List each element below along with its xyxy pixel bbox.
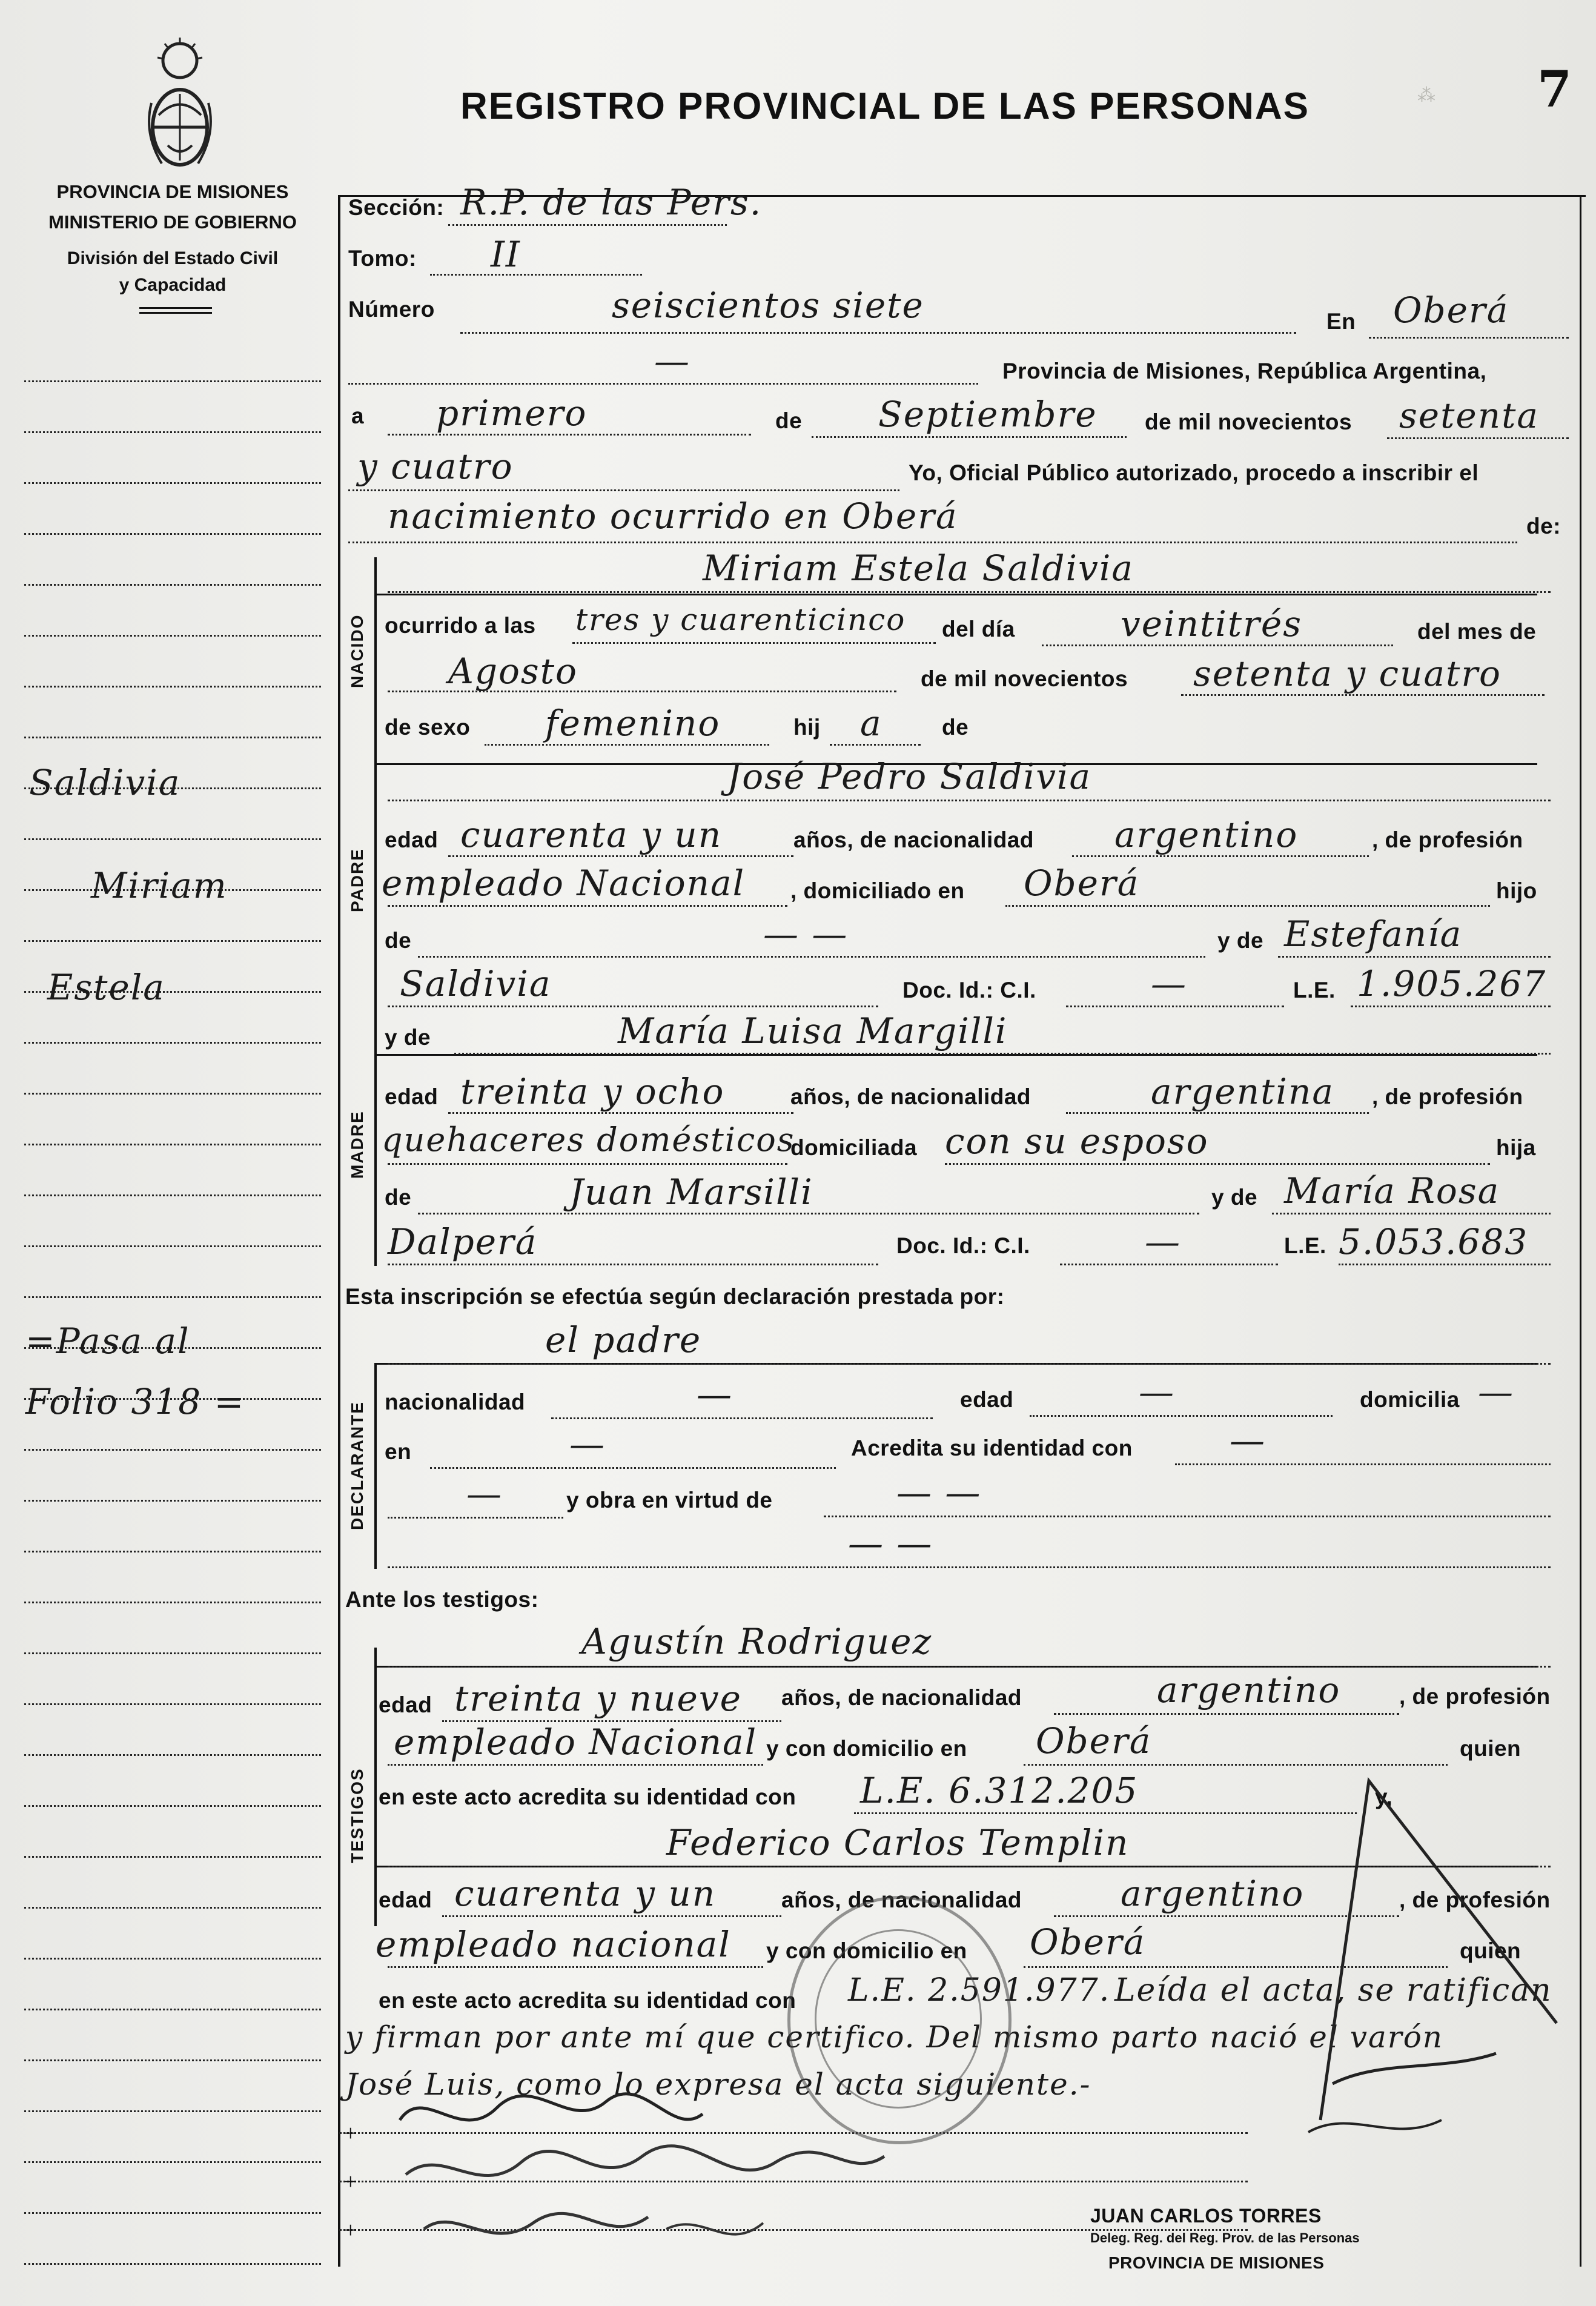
- madre-section-rule: [374, 1024, 377, 1266]
- margin-line: [24, 635, 321, 637]
- field-line: [1272, 1213, 1551, 1214]
- padre-doc-value: —: [1151, 963, 1187, 1004]
- mil-label: de mil novecientos: [1145, 409, 1353, 434]
- margin-line: [24, 2059, 321, 2061]
- hora-value: tres y cuarenticinco: [575, 602, 906, 637]
- margin-line: [24, 1093, 321, 1095]
- acredita-value: —: [1230, 1420, 1266, 1461]
- margin-line: [24, 1602, 321, 1603]
- field-line: [388, 591, 1551, 593]
- t2-edad-label: edad: [379, 1887, 432, 1912]
- closing-line-1: Leída el acta, se ratifican: [1114, 1972, 1552, 2009]
- del-mes-label: del mes de: [1417, 619, 1537, 644]
- field-line: [1030, 1415, 1333, 1417]
- margin-line: [24, 1805, 321, 1807]
- official-seal-inner: [815, 1929, 982, 2109]
- margin-line: [24, 1042, 321, 1044]
- margin-note-line1: =Pasa al: [25, 1320, 190, 1362]
- t1-acredita-label: en este acto acredita su identidad con: [379, 1784, 796, 1809]
- field-line: [418, 956, 1205, 958]
- hij-value: a: [860, 703, 882, 744]
- t1-prof-label: , de profesión: [1399, 1684, 1551, 1709]
- mes-value: Agosto: [448, 651, 578, 692]
- field-line: [1005, 905, 1490, 907]
- division-heading-2: y Capacidad: [119, 275, 227, 295]
- padre-section-rule: [374, 763, 377, 1018]
- madre-y-de-label: y de: [385, 1025, 431, 1050]
- anio-value: setenta y cuatro: [1193, 653, 1502, 694]
- madre-madre-value: María Rosa: [1284, 1170, 1500, 1211]
- field-line: [430, 1467, 836, 1469]
- ocurrido-label: ocurrido a las: [385, 613, 536, 638]
- margin-line: [24, 737, 321, 738]
- bleed-through-text: ⁂: [1417, 85, 1435, 105]
- field-line: [388, 1517, 563, 1519]
- margin-line: [24, 1907, 321, 1909]
- margin-line: [24, 686, 321, 687]
- madre-padre-value: Juan Marsilli: [569, 1171, 813, 1213]
- field-line: [388, 905, 787, 907]
- de-label: de: [775, 408, 803, 433]
- field-line: [1066, 1112, 1369, 1114]
- t2-dom-value: Oberá: [1030, 1921, 1146, 1963]
- field-line: [485, 744, 769, 746]
- field-line: [348, 542, 1517, 543]
- madre-prof-label: , de profesión: [1372, 1084, 1523, 1109]
- margin-line: [24, 1296, 321, 1298]
- margin-middle-name: Estela: [47, 967, 165, 1008]
- dia-value: veintitrés: [1121, 603, 1302, 644]
- t1-y-label: y,: [1375, 1784, 1393, 1809]
- margin-line: [24, 2110, 321, 2112]
- field-line: [572, 642, 936, 644]
- margin-line: [24, 1551, 321, 1552]
- mil-label-2: de mil novecientos: [921, 666, 1128, 691]
- month-value: Septiembre: [878, 394, 1098, 435]
- nacimiento-value: nacimiento ocurrido en Oberá: [388, 495, 958, 537]
- obra-label: y obra en virtud de: [566, 1488, 773, 1512]
- padre-doc-label: Doc. Id.: C.I.: [902, 978, 1036, 1002]
- t2-quien-label: quien: [1460, 1938, 1521, 1963]
- field-line: [1054, 1713, 1399, 1715]
- field-line: [1175, 1463, 1551, 1465]
- t2-prof-value: empleado nacional: [376, 1924, 731, 1965]
- margin-line: [24, 533, 321, 535]
- seccion-value: R.P. de las Pers.: [460, 182, 763, 223]
- yo-text: Yo, Oficial Público autorizado, procedo a inscribir el: [909, 460, 1479, 485]
- document-title: REGISTRO PROVINCIAL DE LAS PERSONAS: [460, 85, 1310, 127]
- margin-line: [24, 584, 321, 586]
- cross-mark-icon: +: [344, 2218, 357, 2243]
- t2-nac-label: años, de nacionalidad: [781, 1887, 1022, 1912]
- closing-line-3: José Luis, como lo expresa el acta siguiente.-: [345, 2067, 1091, 2102]
- field-line: [1042, 644, 1393, 646]
- testigos-intro: Ante los testigos:: [345, 1587, 539, 1612]
- madre-doc-value: —: [1145, 1221, 1181, 1262]
- province-heading: PROVINCIA DE MISIONES: [56, 181, 289, 202]
- t2-dom-label: y con domicilio en: [766, 1938, 967, 1963]
- field-line: [388, 1264, 878, 1265]
- numero-label: Número: [348, 297, 435, 322]
- a-label: a: [351, 403, 365, 428]
- t1-edad-value: treinta y nueve: [454, 1678, 742, 1719]
- field-line: [430, 274, 642, 276]
- field-line: [388, 1566, 1551, 1568]
- madre-label: MADRE: [348, 1110, 366, 1179]
- padre-name: José Pedro Saldivia: [727, 756, 1092, 797]
- field-line: [448, 224, 727, 226]
- field-line: [1066, 1006, 1284, 1007]
- madre-de-label: de: [385, 1185, 412, 1210]
- field-line: [551, 1417, 933, 1419]
- field-line: [388, 1966, 763, 1968]
- del-dia-label: del día: [942, 617, 1015, 641]
- margin-line: [24, 1144, 321, 1145]
- madre-le-label: L.E.: [1284, 1233, 1326, 1258]
- field-line: [388, 1764, 763, 1766]
- tomo-value: II: [491, 234, 521, 275]
- de-label-2: de: [942, 715, 969, 740]
- declarante-intro: Esta inscripción se efectúa según declaración prestada por:: [345, 1284, 1005, 1309]
- form-left-border: [338, 195, 340, 2267]
- en-label: En: [1326, 309, 1356, 334]
- field-line: [448, 1112, 793, 1114]
- margin-line: [24, 2161, 321, 2163]
- madre-doc-label: Doc. Id.: C.I.: [896, 1233, 1030, 1258]
- officer-province: PROVINCIA DE MISIONES: [1108, 2253, 1325, 2272]
- field-line: [854, 1812, 1357, 1814]
- divider: [139, 307, 212, 309]
- t2-id-value: L.E. 2.591.977.: [848, 1972, 1111, 2009]
- madre-nac-value: argentina: [1151, 1071, 1334, 1112]
- padre-de-label: de: [385, 928, 412, 953]
- field-line: [824, 1516, 1551, 1517]
- t1-edad-label: edad: [379, 1692, 432, 1717]
- margin-line: [24, 2009, 321, 2010]
- hij-label: hij: [793, 715, 821, 740]
- t2-prof-label: , de profesión: [1399, 1887, 1551, 1912]
- declarante-section-rule: [374, 1363, 377, 1569]
- en-value: Oberá: [1393, 290, 1509, 331]
- declarante-edad-value: —: [1139, 1371, 1175, 1413]
- field-line: [388, 434, 751, 436]
- field-line: [1339, 1264, 1551, 1265]
- field-line: [1072, 855, 1369, 857]
- margin-line: [24, 1958, 321, 1960]
- province-text: Provincia de Misiones, República Argentina,: [1002, 359, 1487, 383]
- seccion-label: Sección:: [348, 195, 445, 220]
- margin-line: [24, 2263, 321, 2265]
- field-line: [945, 1163, 1490, 1165]
- margin-line: [24, 1754, 321, 1756]
- padre-dom-value: Oberá: [1024, 863, 1140, 904]
- officer-role: Deleg. Reg. del Reg. Prov. de las Personas: [1090, 2230, 1360, 2245]
- madre-name: María Luisa Margilli: [618, 1010, 1008, 1052]
- padre-edad-value: cuarenta y un: [460, 814, 723, 855]
- tomo-label: Tomo:: [348, 246, 417, 271]
- madre-edad-value: treinta y ocho: [460, 1071, 725, 1112]
- sexo-label: de sexo: [385, 715, 471, 740]
- padre-prof-label: , de profesión: [1372, 827, 1523, 852]
- t1-nac-label: años, de nacionalidad: [781, 1685, 1022, 1710]
- field-line: [442, 1915, 781, 1917]
- field-line: [448, 855, 793, 857]
- declarante-dash: —: [466, 1473, 503, 1514]
- hija-label: hija: [1496, 1135, 1536, 1160]
- sexo-value: femenino: [545, 703, 721, 744]
- madre-madre-surname: Dalperá: [388, 1221, 538, 1262]
- nacido-name: Miriam Estela Saldivia: [703, 548, 1134, 589]
- coat-of-arms-icon: [141, 36, 219, 176]
- cross-mark-icon: +: [344, 2121, 357, 2146]
- margin-line: [24, 1245, 321, 1247]
- margin-note-line2: Folio 318 =: [25, 1381, 245, 1422]
- madre-y-de-label-2: y de: [1211, 1185, 1258, 1210]
- margin-line: [24, 1856, 321, 1858]
- field-line: [388, 1363, 1551, 1365]
- declarante-nac-label: nacionalidad: [385, 1390, 526, 1414]
- field-line: [388, 800, 1551, 801]
- officer-name: JUAN CARLOS TORRES: [1090, 2205, 1322, 2227]
- t1-id-value: L.E. 6.312.205: [860, 1770, 1139, 1811]
- row-rule: [374, 594, 1537, 595]
- padre-de-value: — —: [763, 913, 849, 955]
- margin-line: [24, 1703, 321, 1705]
- t2-edad-value: cuarenta y un: [454, 1873, 717, 1914]
- padre-madre-surname: Saldivia: [400, 963, 552, 1004]
- declarante-nac-value: —: [697, 1374, 733, 1415]
- field-line: [460, 332, 1296, 334]
- divider: [139, 312, 212, 314]
- margin-line: [24, 1500, 321, 1502]
- margin-line: [24, 380, 321, 382]
- madre-prof-value: quehaceres domésticos: [382, 1121, 795, 1159]
- testigos-section-rule: [374, 1648, 377, 1926]
- t2-nac-value: argentino: [1121, 1873, 1305, 1914]
- acredita-label: Acredita su identidad con: [851, 1436, 1133, 1460]
- obra-value: — —: [896, 1472, 982, 1513]
- field-line: [348, 489, 899, 491]
- margin-line: [24, 1652, 321, 1654]
- field-line: [1369, 337, 1569, 339]
- testigo1-name: Agustín Rodriguez: [581, 1621, 933, 1662]
- day-value: primero: [436, 393, 588, 434]
- field-line: [1181, 694, 1545, 696]
- declarante-dom-value: —: [1478, 1371, 1514, 1413]
- field-line: [418, 1213, 1199, 1214]
- t1-dom-value: Oberá: [1036, 1720, 1152, 1761]
- field-line: [454, 1053, 1551, 1055]
- margin-line: [24, 838, 321, 840]
- declarante-label: DECLARANTE: [348, 1401, 366, 1530]
- declarante-dom-label: domicilia: [1360, 1387, 1460, 1412]
- padre-le-label: L.E.: [1293, 978, 1336, 1002]
- ministry-heading: MINISTERIO DE GOBIERNO: [48, 211, 297, 233]
- declarante-edad-label: edad: [960, 1387, 1014, 1412]
- margin-line: [24, 482, 321, 484]
- madre-dom-value: con su esposo: [945, 1121, 1209, 1162]
- padre-nac-label: años, de nacionalidad: [793, 827, 1035, 852]
- madre-nac-label: años, de nacionalidad: [790, 1084, 1031, 1109]
- field-line: [1278, 956, 1551, 958]
- field-line: [388, 1006, 878, 1007]
- padre-edad-label: edad: [385, 827, 439, 852]
- madre-le-value: 5.053.683: [1339, 1221, 1529, 1262]
- year-value-2: y cuatro: [357, 446, 514, 487]
- declarante-last-value: — —: [848, 1523, 933, 1564]
- field-line: [1387, 437, 1569, 439]
- hijo-label: hijo: [1496, 878, 1537, 903]
- dash-value: —: [654, 340, 690, 382]
- padre-label: PADRE: [348, 848, 366, 912]
- field-line: [388, 1163, 787, 1165]
- t1-quien-label: quien: [1460, 1736, 1521, 1761]
- margin-line: [24, 940, 321, 942]
- de-colon: de:: [1526, 514, 1561, 538]
- field-line: [388, 1666, 1551, 1668]
- margin-line: [24, 2212, 321, 2214]
- field-line: [1351, 1006, 1551, 1007]
- declarante-name: el padre: [545, 1319, 702, 1360]
- officer-signature: [1296, 1744, 1575, 2169]
- field-line: [1060, 1264, 1278, 1265]
- nacido-label: NACIDO: [348, 614, 366, 688]
- field-line: [812, 436, 1127, 438]
- declarante-en-label: en: [385, 1439, 412, 1464]
- margin-line: [24, 431, 321, 433]
- margin-first-name: Miriam: [91, 865, 228, 906]
- numero-value: seiscientos siete: [612, 285, 924, 326]
- margin-line: [24, 1449, 321, 1451]
- padre-le-value: 1.905.267: [1357, 963, 1547, 1004]
- t1-prof-value: empleado Nacional: [394, 1721, 758, 1763]
- field-line: [830, 744, 921, 746]
- padre-y-de-label: y de: [1217, 928, 1264, 953]
- t2-acredita-label: en este acto acredita su identidad con: [379, 1988, 796, 2013]
- form-right-border: [1580, 195, 1581, 2267]
- page-number: 7: [1537, 61, 1574, 119]
- madre-edad-label: edad: [385, 1084, 439, 1109]
- t1-dom-label: y con domicilio en: [766, 1736, 967, 1761]
- padre-dom-label: , domiciliado en: [790, 878, 965, 903]
- padre-prof-value: empleado Nacional: [382, 863, 746, 904]
- padre-nac-value: argentino: [1114, 814, 1299, 855]
- t1-nac-value: argentino: [1157, 1669, 1341, 1711]
- testigo2-name: Federico Carlos Templin: [666, 1822, 1130, 1863]
- madre-dom-label: domiciliada: [790, 1135, 918, 1160]
- division-heading: División del Estado Civil: [67, 248, 279, 268]
- cross-mark-icon: +: [344, 2169, 357, 2195]
- margin-line: [24, 1194, 321, 1196]
- year-value-1: setenta: [1399, 395, 1539, 436]
- padre-madre-value: Estefanía: [1284, 913, 1463, 955]
- closing-line-2: y firman por ante mí que certifico. Del mismo parto nació el varón: [345, 2019, 1444, 2055]
- testigos-label: TESTIGOS: [348, 1768, 366, 1863]
- declarante-en-value: —: [569, 1423, 606, 1465]
- margin-surname: Saldivia: [29, 762, 181, 803]
- field-line: [348, 383, 978, 385]
